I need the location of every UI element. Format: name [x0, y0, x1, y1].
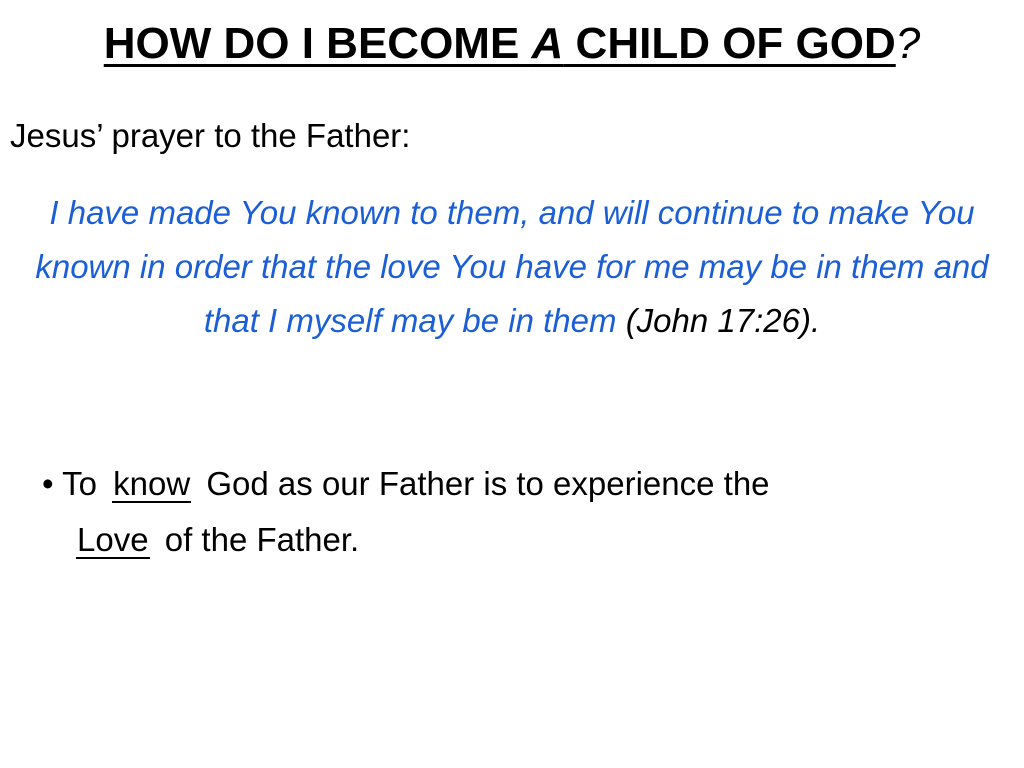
slide-title-text [104, 19, 896, 68]
title-question-mark: ? [895, 19, 921, 68]
bullet-line-2 [42, 512, 770, 568]
bullet-suffix: of the Father. [164, 521, 360, 558]
bullet-middle-text: God as our Father is to experience the [206, 465, 770, 502]
scripture-quote [16, 186, 1008, 348]
intro-text: Jesus’ prayer to the Father: [10, 117, 411, 154]
bullet-marker: • [42, 465, 54, 502]
title-part-1: HOW DO I BECOME [103, 19, 532, 68]
scripture-verse: I have made You known to them, and will continue to make You known in order that the love You have for me may be in them and that I myself may be in them [35, 194, 989, 339]
bullet-point [42, 456, 770, 568]
bullet-line-1 [42, 456, 770, 512]
title-part-2: CHILD OF GOD [563, 19, 896, 68]
fill-in-blank-love: Love [77, 521, 149, 558]
title-emphasis: A [531, 19, 564, 68]
fill-in-blank-know: know [113, 465, 191, 502]
slide-title [0, 14, 1024, 74]
scripture-reference: (John 17:26). [625, 302, 821, 339]
bullet-prefix: To [62, 465, 97, 502]
